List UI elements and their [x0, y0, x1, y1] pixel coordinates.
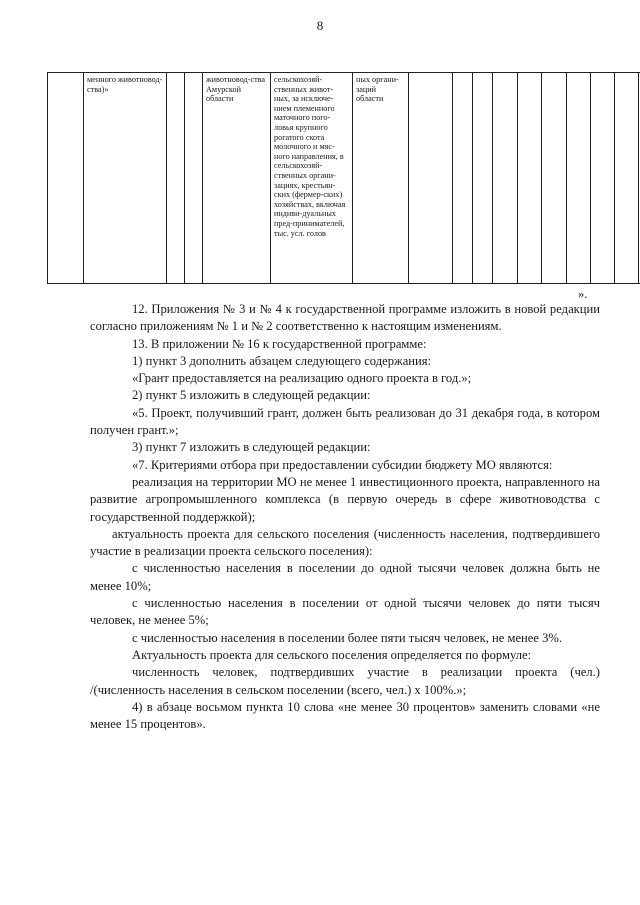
table-cell: [453, 73, 473, 284]
paragraph: 1) пункт 3 дополнить абзацем следующего содержания:: [132, 353, 432, 368]
table-cell: [185, 73, 203, 284]
table-cell: [542, 73, 567, 284]
table-cell: [591, 73, 615, 284]
page-number: 8: [316, 18, 324, 33]
paragraph: «Грант предоставляется на реализацию одного проекта в год.»;: [132, 371, 472, 386]
paragraph: 2) пункт 5 изложить в следующей редакции:: [132, 388, 371, 403]
document-body: [90, 301, 600, 733]
table-cell-indicator: сельскохозяй-ственных живот-ных, за исключе-нием племенного маточного пого-ловья крупного рогатого скота молочного и мяс-ного направления, в сельскохозяй-ственных органи-зациях, крестьян-ских (фермер-ских) хозяйствах, включая индиви-дуальных пред-принимателей, тыс. усл. голов: [271, 73, 353, 284]
paragraph: 13. В приложении № 16 к государственной программе:: [132, 336, 427, 351]
paragraph: «7. Критериями отбора при предоставлении субсидии бюджету МО являются:: [132, 457, 553, 472]
table-cell-executor: животновод-ства Амурской области: [203, 73, 271, 284]
table-row: [48, 73, 640, 284]
table-cell: [48, 73, 84, 284]
table-cell: [518, 73, 542, 284]
paragraph: актуальность проекта для сельского поселения (численность населения, подтвердившего участие в реализации проекта сельского поселения):: [90, 526, 600, 559]
table-cell: [493, 73, 518, 284]
paragraph: с численностью населения в поселении до одной тысячи человек должна быть не менее 10%;: [90, 561, 600, 593]
paragraph: «5. Проект, получивший грант, должен быть реализован до 31 декабря года, в котором получен грант.»;: [90, 405, 600, 438]
table-cell: [615, 73, 639, 284]
paragraph: Актуальность проекта для сельского поселения определяется по формуле:: [132, 647, 532, 662]
table-close-quote: ».: [578, 287, 588, 301]
table-cell: [167, 73, 185, 284]
paragraph: 12. Приложения № 3 и № 4 к государственной программе изложить в новой редакции согласно приложениям № 1 и № 2 соответственно к настоящим изменениям.: [90, 302, 600, 334]
table-cell: [409, 73, 453, 284]
table-cell-source: ных органи-заций области: [353, 73, 409, 284]
paragraph: реализация на территории МО не менее 1 инвестиционного проекта, направленного на развитие агропромышленного комплекса (в первую очередь в сфере животноводства с государственной поддержкой);: [90, 474, 600, 524]
paragraph: 3) пункт 7 изложить в следующей редакции:: [132, 440, 371, 455]
paragraph: с численностью населения в поселении более пяти тысяч человек, не менее 3%.: [132, 630, 563, 645]
paragraph: 4) в абзаце восьмом пункта 10 слова «не менее 30 процентов» заменить словами «не менее 15 процентов».: [90, 699, 600, 732]
table-fragment: [47, 72, 640, 284]
paragraph: с численностью населения в поселении от одной тысячи человек до пяти тысяч человек, не менее 5%;: [90, 596, 600, 628]
table-cell: [473, 73, 493, 284]
paragraph: численность человек, подтвердивших участие в реализации проекта (чел.) /(численность населения в сельском поселении (всего, чел.) х 100%.»;: [90, 665, 600, 697]
table-cell: [567, 73, 591, 284]
table-cell-subprogram: менного животновод-ства)»: [84, 73, 167, 284]
